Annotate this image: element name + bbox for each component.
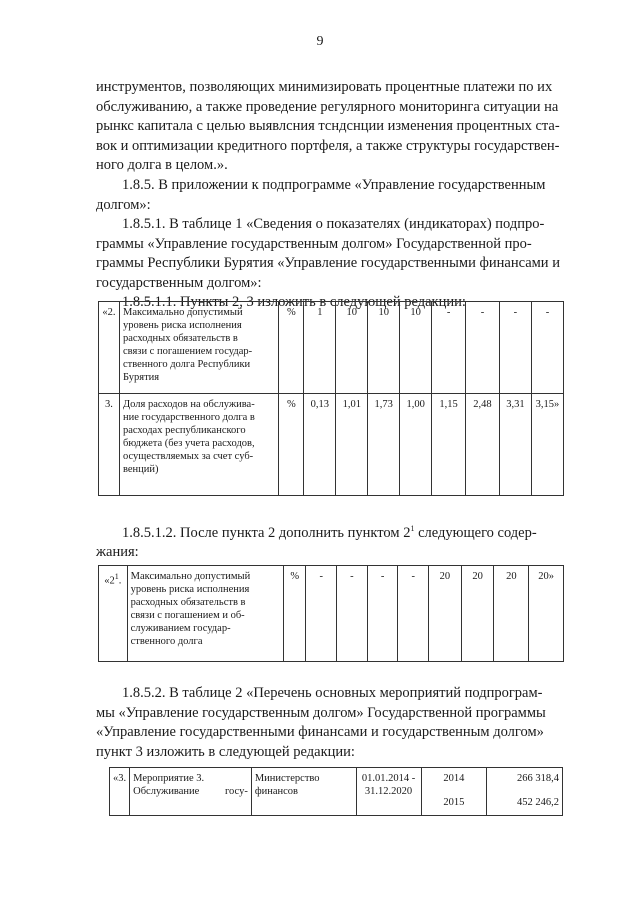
ministry-cell [251, 768, 356, 816]
page-number: 9 [316, 34, 324, 49]
value-cell: - [432, 302, 466, 394]
paragraph-1-8-5-1 [96, 215, 572, 293]
text-line: долгом»: [96, 196, 151, 213]
value-cell: - [398, 566, 429, 662]
year-cell: 2015 [421, 792, 487, 816]
description-line: служиванием государ- [130, 623, 231, 634]
activities-table [109, 767, 563, 816]
value-cell: 1 [304, 302, 336, 394]
period-cell [356, 768, 421, 816]
intro-paragraph [96, 78, 572, 176]
value-cell: - [531, 302, 563, 394]
row-number-dot: . [118, 575, 122, 587]
row-number: «2. [99, 302, 120, 394]
value-cell: 20 [429, 566, 462, 662]
description-line: ственного долга Республики [122, 359, 251, 370]
amount-cell: 452 246,2 [487, 792, 563, 816]
period-line: 31.12.2020 [364, 786, 413, 797]
value-cell: 0,13 [304, 394, 336, 496]
text-line: граммы Республики Бурятия «Управление государственными финансами и [96, 255, 560, 271]
value-cell: 10 [368, 302, 400, 394]
text-line: рынкс капитала с целью выявлсния тсндснции изменения процентных ста- [96, 118, 560, 134]
value-cell: - [499, 302, 531, 394]
description-line: Максимально допустимый [130, 571, 251, 582]
event-cell [130, 768, 252, 816]
table-row [99, 566, 564, 662]
description-line: ственного долга [130, 636, 203, 647]
table-row [99, 302, 564, 394]
text-line: граммы «Управление государственным долгом» Государственной про- [96, 235, 532, 252]
text-fragment: следующего содер- [414, 524, 537, 541]
text-line: инструментов, позволяющих минимизировать процентные платежи по их [96, 79, 553, 95]
description-line: Бурятия [122, 372, 160, 383]
period-line: 01.01.2014 - [361, 773, 416, 784]
value-cell: 3,15» [531, 394, 563, 496]
text-line: 1.8.5. В приложении к подпрограмме «Управление государственным [122, 177, 546, 193]
row-number-main: «2 [104, 575, 115, 587]
value-cell: 20 [494, 566, 529, 662]
description-line: уровень риска исполнения [122, 320, 242, 331]
unit-cell: % [279, 394, 304, 496]
description-line: расходных обязательств в [122, 333, 238, 344]
paragraph-1-8-5-1-2 [96, 519, 572, 563]
description-line: Максимально допустимый [122, 307, 243, 318]
value-cell: 10 [336, 302, 368, 394]
description-line: уровень риска исполнения [130, 584, 250, 595]
text-line: государственным долгом»: [96, 274, 262, 291]
text-line: вок и оптимизации кредитного портфеля, а также структуры государствен- [96, 137, 560, 154]
unit-cell: % [283, 566, 305, 662]
value-cell: 1,00 [400, 394, 432, 496]
text-line: 1.8.5.1. В таблице 1 «Сведения о показателях (индикаторах) подпро- [122, 216, 545, 232]
row-description [119, 394, 278, 496]
text-line: пункт 3 изложить в следующей редакции: [96, 743, 355, 760]
description-line: ние государственного долга в [122, 412, 255, 423]
description-line: расходах республиканского [122, 425, 246, 436]
amount-cell: 266 318,4 [487, 768, 563, 792]
table-row [99, 394, 564, 496]
paragraph-1-8-5 [96, 176, 572, 215]
value-cell: 2,48 [466, 394, 500, 496]
row-number-sup: 1 [114, 572, 119, 581]
description-line: осуществляемых за счет суб- [122, 451, 254, 462]
text-line: мы «Управление государственным долгом» Государственной программы [96, 704, 546, 721]
description-line: связи с погашением государ- [122, 346, 253, 357]
superscript: 1 [410, 524, 415, 533]
value-cell: 1,73 [368, 394, 400, 496]
text-line: обслуживанию, а также проведение регулярного мониторинга ситуации на [96, 98, 559, 115]
text-line [96, 519, 572, 543]
text-line: жания: [96, 544, 139, 561]
value-cell: 1,15 [432, 394, 466, 496]
description-line: бюджета (без учета расходов, [122, 438, 255, 449]
row-description [127, 566, 283, 662]
description-line: расходных обязательств в [130, 597, 246, 608]
description-line: Доля расходов на обслужива- [122, 399, 255, 410]
value-cell: 10 [400, 302, 432, 394]
value-cell: 3,31 [499, 394, 531, 496]
text-fragment: 1.8.5.1.2. После пункта 2 дополнить пунктом 2 [122, 524, 411, 541]
value-cell: - [306, 566, 337, 662]
value-cell: - [367, 566, 398, 662]
value-cell: 20 [461, 566, 494, 662]
row-number [99, 566, 128, 662]
row-number: «3. [110, 768, 130, 816]
event-line: Обслуживание госу- [133, 786, 248, 797]
text-line: 1.8.5.1.1. Пункты 2, 3 изложить в следующей редакции: [122, 294, 466, 310]
value-cell: 20» [529, 566, 564, 662]
text-line: ного долга в целом.». [96, 157, 228, 173]
value-cell: - [466, 302, 500, 394]
description-line: венций) [122, 464, 159, 475]
row-number: 3. [99, 394, 120, 496]
year-cell: 2014 [421, 768, 487, 792]
table-row [110, 768, 563, 792]
text-line: 1.8.5.2. В таблице 2 «Перечень основных мероприятий подпрограм- [122, 685, 543, 701]
ministry-line: Министерство [254, 773, 320, 784]
ministry-line: финансов [254, 786, 299, 797]
paragraph-1-8-5-2 [96, 684, 572, 762]
new-indicator-table [98, 565, 564, 662]
text-line: «Управление государственными финансами и государственным долгом» [96, 724, 544, 740]
value-cell: 1,01 [336, 394, 368, 496]
unit-cell: % [279, 302, 304, 394]
row-description [119, 302, 278, 394]
value-cell: - [337, 566, 368, 662]
indicators-table [98, 301, 564, 496]
description-line: связи с погашением и об- [130, 610, 245, 621]
event-line: Мероприятие 3. [133, 773, 205, 784]
